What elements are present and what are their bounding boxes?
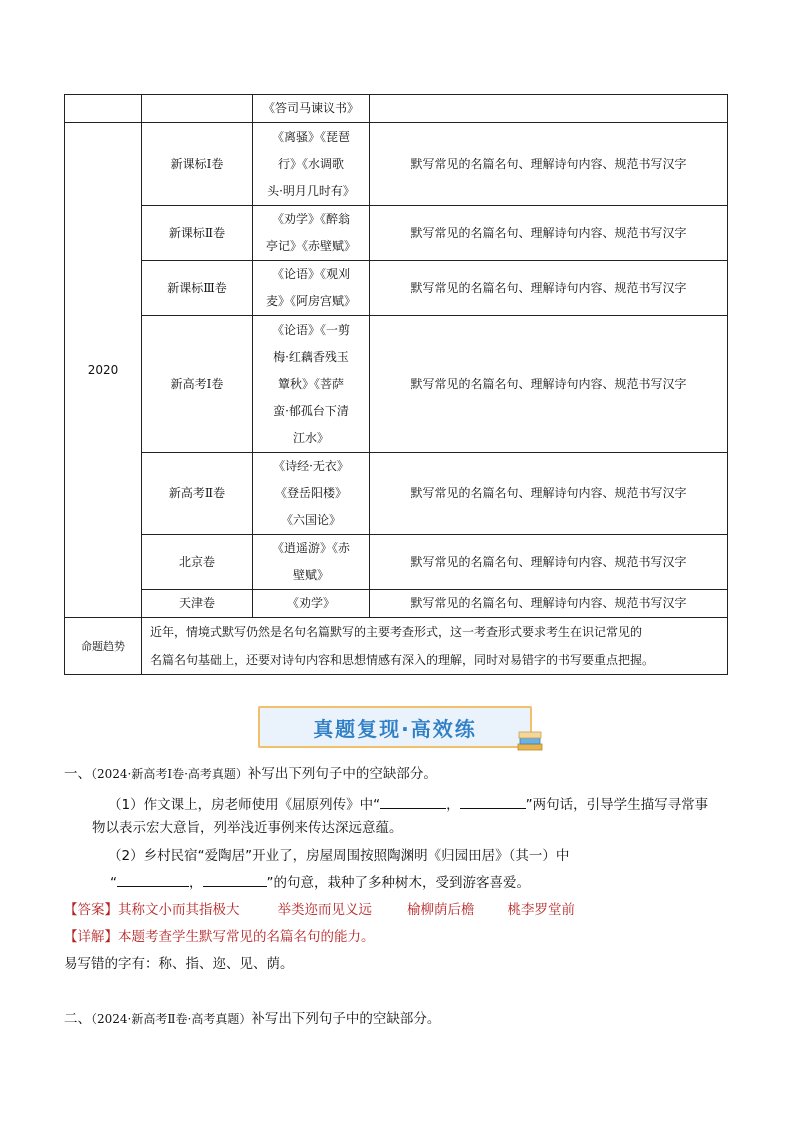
question-number: 一、 — [64, 766, 91, 782]
detail-label: 【详解】 — [64, 929, 118, 945]
paper-cell: 新高考Ⅰ卷 — [142, 316, 253, 453]
requirement-cell: 默写常见的名篇名句、理解诗句内容、规范书写汉字 — [370, 316, 728, 453]
question-1-item-2: （2）乡村民宿“爱陶居”开业了，房屋周围按照陶渊明《归园田居》（其一）中 — [108, 848, 570, 864]
paper-cell: 新课标Ⅲ卷 — [142, 261, 253, 316]
requirement-cell: 默写常见的名篇名句、理解诗句内容、规范书写汉字 — [370, 535, 728, 590]
titles-cell: 《论语》《观刈 麦》《阿房宫赋》 — [253, 261, 370, 316]
answer-blank[interactable] — [460, 794, 526, 809]
answer-item: 举类迩而见义远 — [277, 902, 372, 918]
answer-line — [64, 900, 575, 920]
trend-label: 命题趋势 — [65, 618, 142, 675]
titles-cell: 《劝学》 — [253, 590, 370, 618]
titles-cell: 《劝学》《醉翁 亭记》《赤壁赋》 — [253, 206, 370, 261]
table-row — [65, 123, 728, 206]
question-2-header — [64, 1009, 440, 1029]
question-number: 二、 — [64, 1011, 91, 1027]
detail-line — [64, 927, 375, 947]
exam-table — [64, 94, 728, 675]
trend-text: 近年，情境式默写仍然是名句名篇默写的主要考查形式，这一考查形式要求考生在识记常见的 名篇名句基础上，还要对诗句内容和思想情感有深入的理解，同时对易错字的书写要重点把握。 — [142, 618, 728, 675]
answer-blank[interactable] — [117, 872, 189, 887]
question-source: （2024·新高考Ⅱ卷·高考真题） — [91, 1012, 252, 1026]
titles-cell: 《答司马谏议书》 — [253, 95, 370, 123]
paper-cell: 新高考Ⅱ卷 — [142, 453, 253, 535]
table-row — [65, 453, 728, 535]
table-row — [65, 316, 728, 453]
titles-cell: 《逍遥游》《赤 壁赋》 — [253, 535, 370, 590]
answer-label: 【答案】 — [64, 902, 118, 918]
question-prompt: 补写出下列句子中的空缺部分。 — [251, 1011, 441, 1027]
requirement-cell: 默写常见的名篇名句、理解诗句内容、规范书写汉字 — [370, 590, 728, 618]
paper-cell: 北京卷 — [142, 535, 253, 590]
titles-cell: 《论语》《一剪 梅·红藕香残玉 簟秋》《菩萨 蛮·郁孤台下清 江水》 — [253, 316, 370, 453]
table-row — [65, 590, 728, 618]
requirement-cell — [370, 95, 728, 123]
typo-note: 易写错的字有：称、指、迩、见、荫。 — [64, 956, 294, 972]
question-1-item-1-cont: 物以表示宏大意旨，列举浅近事例来传达深远意蕴。 — [92, 820, 403, 836]
year-cell — [65, 95, 142, 123]
question-1-header — [64, 764, 437, 784]
answer-blank[interactable] — [380, 794, 446, 809]
table-row — [65, 206, 728, 261]
table-row — [65, 95, 728, 123]
paper-cell: 天津卷 — [142, 590, 253, 618]
detail-text: 本题考查学生默写常见的名篇名句的能力。 — [118, 929, 375, 945]
paper-cell — [142, 95, 253, 123]
paper-cell: 新课标Ⅰ卷 — [142, 123, 253, 206]
requirement-cell: 默写常见的名篇名句、理解诗句内容、规范书写汉字 — [370, 261, 728, 316]
answer-item: 桃李罗堂前 — [507, 902, 575, 918]
table-row — [65, 618, 728, 675]
answer-item: 榆柳荫后檐 — [407, 902, 475, 918]
table-row — [65, 261, 728, 316]
titles-cell: 《诗经·无衣》 《登岳阳楼》 《六国论》 — [253, 453, 370, 535]
table-row — [65, 535, 728, 590]
paper-cell: 新课标Ⅱ卷 — [142, 206, 253, 261]
question-1-item-1: （1）作文课上，房老师使用《屈原列传》中“ ， ”两句话，引导学生描写寻常事 — [108, 794, 708, 815]
question-source: （2024·新高考Ⅰ卷·高考真题） — [91, 767, 248, 781]
titles-cell: 《离骚》《琵琶 行》《水调歌 头·明月几时有》 — [253, 123, 370, 206]
books-icon — [516, 730, 544, 752]
question-prompt: 补写出下列句子中的空缺部分。 — [247, 766, 437, 782]
answer-blank[interactable] — [203, 872, 267, 887]
requirement-cell: 默写常见的名篇名句、理解诗句内容、规范书写汉字 — [370, 206, 728, 261]
banner-title: 真题复现·高效练 — [313, 716, 477, 741]
section-banner — [258, 706, 532, 748]
answer-item: 其称文小而其指极大 — [118, 902, 240, 918]
year-cell: 2020 — [65, 123, 142, 618]
question-1-item-2-cont: “ ， ”的句意，栽种了多种树木，受到游客喜爱。 — [110, 872, 530, 893]
requirement-cell: 默写常见的名篇名句、理解诗句内容、规范书写汉字 — [370, 123, 728, 206]
requirement-cell: 默写常见的名篇名句、理解诗句内容、规范书写汉字 — [370, 453, 728, 535]
